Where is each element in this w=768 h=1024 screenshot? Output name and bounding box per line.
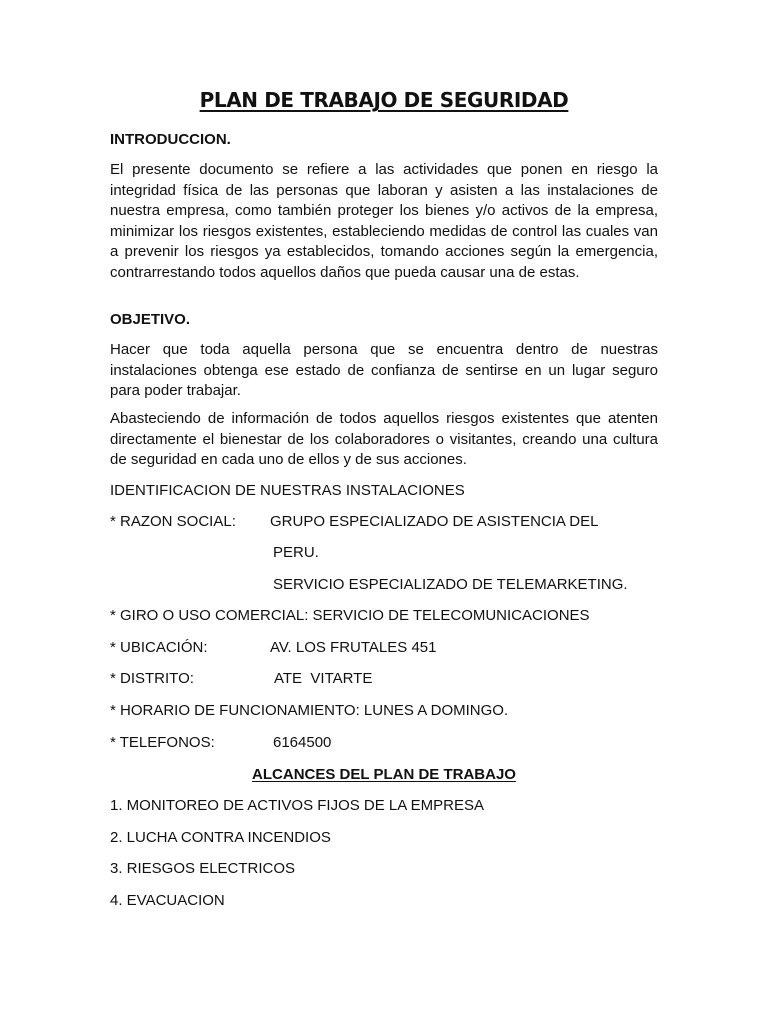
scope-item: 1. MONITOREO DE ACTIVOS FIJOS DE LA EMPRESA xyxy=(110,797,484,814)
ubicacion-value: AV. LOS FRUTALES 451 xyxy=(270,639,437,656)
telefonos-value: 6164500 xyxy=(273,734,332,751)
razon-social-value-line-1: GRUPO ESPECIALIZADO DE ASISTENCIA DEL xyxy=(270,513,599,530)
telefonos-label: * TELEFONOS: xyxy=(110,734,215,751)
ubicacion-label: * UBICACIÓN: xyxy=(110,639,208,656)
document-title: PLAN DE TRABAJO DE SEGURIDAD xyxy=(199,88,569,112)
introduction-paragraph: El presente documento se refiere a las actividades que ponen en riesgo la integridad física de las personas que laboran y asisten a las instalaciones de nuestra empresa, como también proteger los bienes y/o activos de la empresa, minimizar los riesgos existentes, estableciendo medidas de control las cuales van a prevenir los riesgos ya establecidos, tomando acciones según la emergencia, contrarrestando todos aquellos daños que pueda causar una de estas. xyxy=(110,161,658,281)
objective-paragraph-2: Abasteciendo de información de todos aquellos riesgos existentes que atenten directamente el bienestar de los colaboradores o visitantes, creando una cultura de seguridad en cada uno de ellos y de sus acciones. xyxy=(110,410,658,468)
distrito-label: * DISTRITO: xyxy=(110,670,194,687)
objective-heading: OBJETIVO. xyxy=(110,311,191,328)
scope-item: 3. RIESGOS ELECTRICOS xyxy=(110,860,296,877)
horario-line: * HORARIO DE FUNCIONAMIENTO: LUNES A DOMINGO. xyxy=(110,702,509,719)
scope-heading: ALCANCES DEL PLAN DE TRABAJO xyxy=(252,766,516,783)
introduction-heading: INTRODUCCION. xyxy=(110,131,231,148)
razon-social-value-line-2: PERU. xyxy=(273,544,319,561)
identification-heading: IDENTIFICACION DE NUESTRAS INSTALACIONES xyxy=(110,482,465,499)
razon-social-value-line-3: SERVICIO ESPECIALIZADO DE TELEMARKETING. xyxy=(273,576,628,593)
distrito-value: ATE VITARTE xyxy=(274,670,373,687)
scope-item: 2. LUCHA CONTRA INCENDIOS xyxy=(110,829,331,846)
razon-social-label: * RAZON SOCIAL: xyxy=(110,513,236,530)
giro-line: * GIRO O USO COMERCIAL: SERVICIO DE TELECOMUNICACIONES xyxy=(110,607,590,624)
objective-paragraph-1: Hacer que toda aquella persona que se encuentra dentro de nuestras instalaciones obtenga ese estado de confianza de sentirse en un lugar seguro para poder trabajar. xyxy=(110,341,658,399)
scope-item: 4. EVACUACION xyxy=(110,892,225,909)
